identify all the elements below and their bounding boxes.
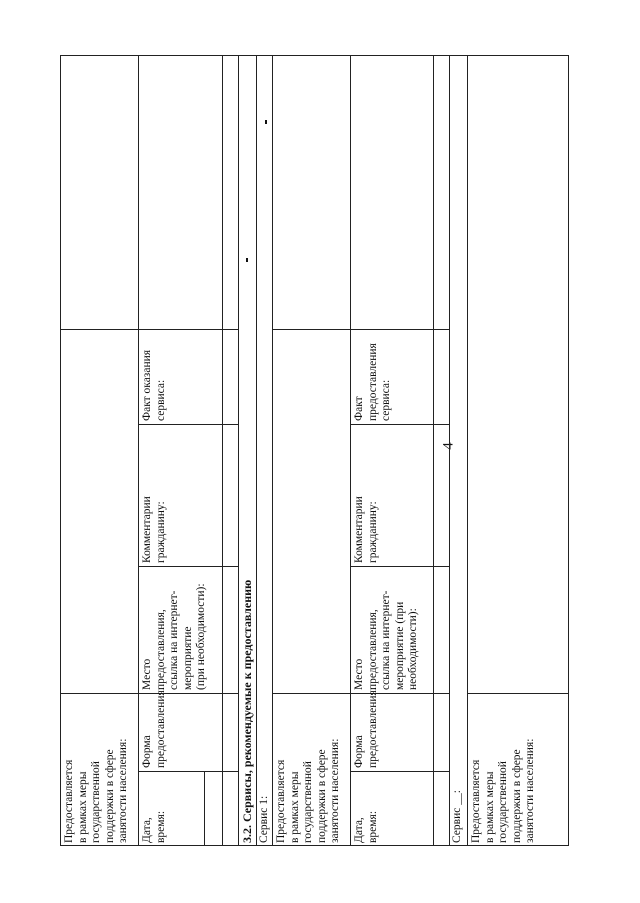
fact-label-2: Факт предоставления сервиса:: [353, 343, 392, 421]
provided-note-3: Предоставляется в рамках меры государственной поддержки в сфере занятости населения:: [470, 738, 536, 843]
tick-mark: [265, 120, 267, 124]
date-label-2: Дата, время:: [353, 810, 379, 843]
section-heading: 3.2. Сервисы, рекомендуемые к предоставлению: [240, 579, 254, 843]
date-label-1: Дата, время:: [141, 810, 167, 843]
service-blank-label: Сервис __:: [451, 790, 463, 843]
form-label-2: Форма предоставления:: [353, 686, 379, 768]
tick-mark: [246, 258, 248, 262]
provided-note-1: Предоставляется в рамках меры государственной поддержки в сфере занятости населения:: [63, 738, 129, 843]
form-label-1: Форма предоставления:: [141, 686, 167, 768]
provided-note-2: Предоставляется в рамках меры государственной поддержки в сфере занятости населения:: [275, 738, 341, 843]
page-number: 4: [440, 442, 457, 450]
place-label-1: Место предоставления, ссылка на интернет- мероприятие (при необходимости):: [141, 583, 207, 690]
comment-label-1: Комментарии гражданину:: [141, 496, 167, 563]
place-label-2: Место предоставления, ссылка на интернет- мероприятие (при необходимости):: [353, 590, 419, 690]
service-1-label: Сервис 1:: [258, 795, 270, 843]
comment-label-2: Комментарии гражданину:: [353, 496, 379, 563]
fact-label-1: Факт оказания сервиса:: [141, 349, 167, 421]
